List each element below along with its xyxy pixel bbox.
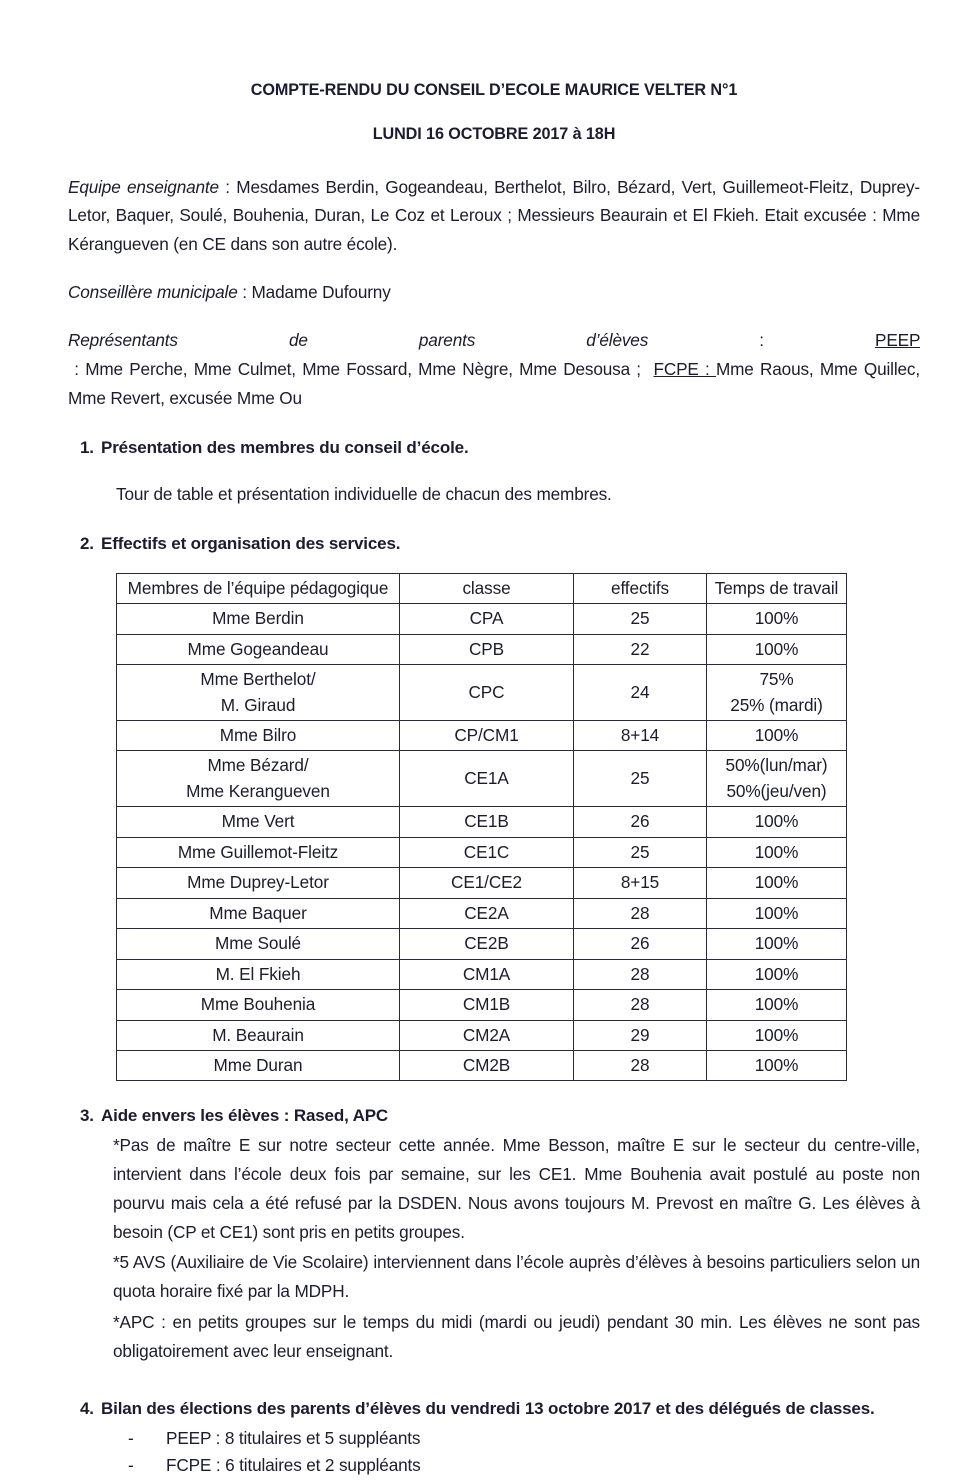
teaching-team-separator: : bbox=[218, 176, 237, 197]
cell-temps: 100% bbox=[707, 604, 847, 634]
cell-temps: 100% bbox=[707, 720, 847, 750]
cell-membre: Mme Soulé bbox=[117, 929, 400, 959]
cell-classe: CE1A bbox=[400, 751, 574, 807]
table-row bbox=[117, 634, 847, 664]
table-row bbox=[117, 898, 847, 928]
cell-effectifs: 28 bbox=[574, 1050, 707, 1080]
cell-classe: CM1A bbox=[400, 959, 574, 989]
section-3-paragraph-3: *APC : en petits groupes sur le temps du midi (mardi ou jeudi) pendant 30 min. Les élèves ne sont pas obligatoirement avec leur enseignant. bbox=[113, 1312, 920, 1362]
cell-effectifs: 26 bbox=[574, 929, 707, 959]
table-row bbox=[117, 1050, 847, 1080]
cell-membre: M. Beaurain bbox=[117, 1020, 400, 1050]
table-header-row bbox=[117, 573, 847, 603]
list-item-text: PEEP : 8 titulaires et 5 suppléants bbox=[166, 1427, 421, 1448]
sections-list bbox=[68, 435, 920, 1480]
peep-text: : Mme Perche, Mme Culmet, Mme Fossard, Mme Nègre, Mme Desousa ; bbox=[68, 359, 654, 380]
cell-classe: CPA bbox=[400, 604, 574, 634]
dash-marker: - bbox=[128, 1427, 134, 1448]
table-row bbox=[117, 1020, 847, 1050]
cell-effectifs: 25 bbox=[574, 604, 707, 634]
teaching-team-label: Equipe enseignante bbox=[68, 176, 219, 197]
cell-membre: Mme Gogeandeau bbox=[117, 634, 400, 664]
cell-temps: 100% bbox=[707, 634, 847, 664]
cell-effectifs: 8+15 bbox=[574, 868, 707, 898]
section-4-heading bbox=[68, 1396, 920, 1422]
cell-temps: 100% bbox=[707, 959, 847, 989]
section-3 bbox=[68, 1103, 920, 1366]
fcpe-text: Mme Raous, Mme Quillec, Mme Revert, excusée Mme Ou bbox=[68, 359, 920, 408]
cell-temps: 100% bbox=[707, 1020, 847, 1050]
section-3-paragraph-2: *5 AVS (Auxiliaire de Vie Scolaire) interviennent dans l’école auprès d’élèves à besoins particuliers selon un quota horaire fixé par la MDPH. bbox=[113, 1252, 920, 1302]
peep-label: PEEP bbox=[875, 330, 920, 351]
section-1 bbox=[68, 435, 920, 509]
staff-table-body bbox=[117, 604, 847, 1081]
table-row bbox=[117, 929, 847, 959]
councillor-paragraph bbox=[68, 278, 920, 307]
table-row bbox=[117, 807, 847, 837]
cell-membre: Mme Bilro bbox=[117, 720, 400, 750]
cell-membre: Mme Guillemot-Fleitz bbox=[117, 837, 400, 867]
cell-membre: Mme Bézard/ Mme Kerangueven bbox=[117, 751, 400, 807]
cell-effectifs: 29 bbox=[574, 1020, 707, 1050]
table-row bbox=[117, 959, 847, 989]
section-1-heading bbox=[68, 435, 920, 461]
cell-membre: Mme Duran bbox=[117, 1050, 400, 1080]
parent-representatives-label: Représentants de parents d’élèves bbox=[68, 330, 649, 351]
cell-membre: Mme Vert bbox=[117, 807, 400, 837]
cell-classe: CM2B bbox=[400, 1050, 574, 1080]
list-item bbox=[128, 1425, 920, 1453]
teaching-team-text: Mesdames Berdin, Gogeandeau, Berthelot, Bilro, Bézard, Vert, Guillemeot-Fleitz, Duprey-Letor, Baquer, Soulé, Bouhenia, Duran, Le Coz et Leroux ; Messieurs Beaurain et El Fkieh. Etait excusée : Mme Kérangueven (en CE dans son autre école). bbox=[68, 176, 920, 255]
section-1-number: 1. bbox=[80, 437, 94, 457]
table-row bbox=[117, 720, 847, 750]
cell-membre: Mme Duprey-Letor bbox=[117, 868, 400, 898]
parent-representatives-paragraph bbox=[68, 326, 920, 413]
fcpe-label: FCPE : bbox=[653, 359, 716, 380]
table-row bbox=[117, 751, 847, 807]
councillor-label: Conseillère municipale bbox=[68, 282, 238, 303]
cell-effectifs: 28 bbox=[574, 990, 707, 1020]
section-3-paragraph-1: *Pas de maître E sur notre secteur cette année. Mme Besson, maître E sur le secteur du centre-ville, intervient dans l’école deux fois par semaine, sur les CE1. Mme Bouhenia avait postulé au poste non pourvu mais cela a été refusé par la DSDEN. Nous avons toujours M. Prevost en maître G. Les élèves à besoin (CP et CE1) sont pris en petits groupes. bbox=[113, 1134, 920, 1242]
cell-classe: CE1B bbox=[400, 807, 574, 837]
teaching-team-paragraph bbox=[68, 173, 920, 260]
cell-effectifs: 8+14 bbox=[574, 720, 707, 750]
cell-classe: CPB bbox=[400, 634, 574, 664]
list-item bbox=[128, 1452, 920, 1480]
cell-membre: Mme Berthelot/ M. Giraud bbox=[117, 665, 400, 721]
table-row bbox=[117, 665, 847, 721]
staff-table bbox=[116, 573, 847, 1082]
cell-effectifs: 25 bbox=[574, 837, 707, 867]
cell-membre: Mme Baquer bbox=[117, 898, 400, 928]
section-2-heading-text: Effectifs et organisation des services. bbox=[101, 534, 401, 554]
section-4-bullet-list bbox=[68, 1425, 920, 1480]
section-3-heading-text: Aide envers les élèves : Rased, APC bbox=[101, 1106, 389, 1126]
cell-effectifs: 25 bbox=[574, 751, 707, 807]
section-1-heading-text: Présentation des membres du conseil d’école. bbox=[101, 437, 469, 457]
cell-membre: Mme Berdin bbox=[117, 604, 400, 634]
cell-temps: 75% 25% (mardi) bbox=[707, 665, 847, 721]
header-membres: Membres de l’équipe pédagogique bbox=[117, 573, 400, 603]
cell-membre: Mme Bouhenia bbox=[117, 990, 400, 1020]
cell-temps: 100% bbox=[707, 807, 847, 837]
section-4-heading-text: Bilan des élections des parents d’élèves du vendredi 13 octobre 2017 et des délégués de classes. bbox=[101, 1399, 875, 1419]
table-row bbox=[117, 868, 847, 898]
cell-effectifs: 28 bbox=[574, 959, 707, 989]
section-4-number: 4. bbox=[80, 1399, 94, 1419]
cell-temps: 100% bbox=[707, 837, 847, 867]
cell-effectifs: 28 bbox=[574, 898, 707, 928]
cell-temps: 50%(lun/mar) 50%(jeu/ven) bbox=[707, 751, 847, 807]
header-effectifs: effectifs bbox=[574, 573, 707, 603]
councillor-separator: : bbox=[237, 282, 252, 303]
cell-classe: CM1B bbox=[400, 990, 574, 1020]
cell-effectifs: 22 bbox=[574, 634, 707, 664]
cell-classe: CM2A bbox=[400, 1020, 574, 1050]
header-temps: Temps de travail bbox=[707, 573, 847, 603]
header-classe: classe bbox=[400, 573, 574, 603]
section-2-number: 2. bbox=[80, 534, 94, 554]
cell-effectifs: 26 bbox=[574, 807, 707, 837]
section-3-heading bbox=[68, 1103, 920, 1129]
table-row bbox=[117, 604, 847, 634]
table-row bbox=[117, 837, 847, 867]
cell-classe: CE2A bbox=[400, 898, 574, 928]
page-subtitle: LUNDI 16 OCTOBRE 2017 à 18H bbox=[372, 125, 616, 144]
cell-classe: CE2B bbox=[400, 929, 574, 959]
cell-temps: 100% bbox=[707, 898, 847, 928]
section-1-body: Tour de table et présentation individuelle de chacun des membres. bbox=[116, 484, 612, 505]
cell-membre: M. El Fkieh bbox=[117, 959, 400, 989]
cell-classe: CE1C bbox=[400, 837, 574, 867]
section-4 bbox=[68, 1396, 920, 1480]
councillor-text: Madame Dufourny bbox=[251, 282, 391, 303]
cell-temps: 100% bbox=[707, 868, 847, 898]
table-row bbox=[117, 990, 847, 1020]
dash-marker: - bbox=[128, 1455, 134, 1476]
cell-temps: 100% bbox=[707, 1050, 847, 1080]
cell-temps: 100% bbox=[707, 990, 847, 1020]
staff-table-head bbox=[117, 573, 847, 603]
section-2 bbox=[68, 531, 920, 1081]
section-3-number: 3. bbox=[80, 1106, 94, 1126]
list-item-text: FCPE : 6 titulaires et 2 suppléants bbox=[166, 1455, 421, 1476]
section-2-heading bbox=[68, 531, 920, 557]
cell-temps: 100% bbox=[707, 929, 847, 959]
parent-representatives-separator: : bbox=[648, 330, 876, 351]
cell-classe: CPC bbox=[400, 665, 574, 721]
cell-effectifs: 24 bbox=[574, 665, 707, 721]
cell-classe: CP/CM1 bbox=[400, 720, 574, 750]
cell-classe: CE1/CE2 bbox=[400, 868, 574, 898]
page-title: COMPTE-RENDU DU CONSEIL D’ECOLE MAURICE VELTER N°1 bbox=[250, 81, 738, 99]
